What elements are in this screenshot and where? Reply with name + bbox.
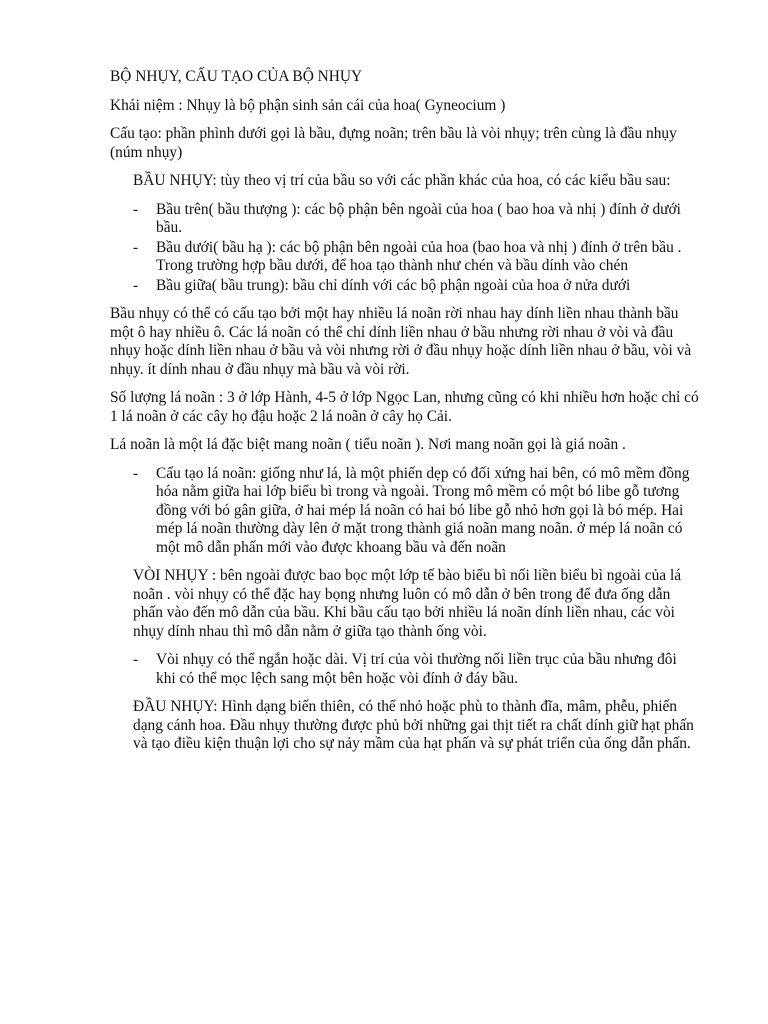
carpel-definition-paragraph: Lá noãn là một lá đặc biệt mang noãn ( tiểu noãn ). Nơi mang noãn gọi là giá noãn . <box>110 436 626 453</box>
dash-bullet: - <box>133 276 139 294</box>
style-paragraph: VÒI NHỤY : bên ngoài được bao bọc một lớp tế bào biểu bì nối liền biểu bì ngoài của lá noãn . vòi nhụy có thể đặc hay bọng nhưng luôn có mô dẫn ở bên trong để đưa ống dẫn phấn vào đến mô dẫn của bầu. Khi bầu cấu tạo bởi nhiều lá noãn dính liền nhau, các vòi nhụy dính nhau thì mô dẫn nằm ở giữa tạo thành ống vòi. <box>133 567 682 640</box>
structure-paragraph: Cấu tạo: phần phình dưới gọi là bầu, đựng noãn; trên bầu là vòi nhụy; trên cùng là đầu nhụy (núm nhụy) <box>110 125 677 161</box>
dash-bullet: - <box>133 238 139 256</box>
carpels-paragraph: Bầu nhụy có thể có cấu tạo bởi một hay nhiều lá noãn rời nhau hay dính liền nhau thành bầu một ô hay nhiều ô. Các lá noãn có thể chỉ dính liền nhau ở bầu nhưng rời nhau ở vòi và đầu nhụy hoặc dính liền nhau ở bầu và vòi nhưng rời ở đầu nhụy hoặc dính liền nhau ở bầu, vòi và nhụy. ít dính nhau ở đầu nhụy mà bầu và vòi rời. <box>110 305 692 378</box>
style-list <box>110 651 700 688</box>
document-title: BỘ NHỤY, CẤU TẠO CỦA BỘ NHỤY <box>110 68 363 85</box>
dash-bullet: - <box>133 464 139 482</box>
list-item <box>110 239 700 276</box>
list-item <box>110 651 700 688</box>
carpel-structure-item: Cấu tạo lá noãn: giống như lá, là một phiến dẹp có đối xứng hai bên, có mô mềm đồng hóa nằm giữa hai lớp biểu bì trong và ngoài. Trong mô mềm có một bó libe gỗ tương đồng với bó gân giữa, ở hai mép lá noãn có hai bó libe gỗ nhỏ hơn gọi là bó mép. Hai mép lá noãn thường dày lên ở mặt trong thành giá noãn mang noãn. ở mép lá noãn có một mô dẫn phấn mới vào được khoang bầu và đến noãn <box>156 464 690 556</box>
list-item <box>110 465 700 558</box>
list-item <box>110 201 700 238</box>
document-page <box>110 68 700 764</box>
ovary-type-half-inferior: Bầu giữa( bầu trung): bầu chỉ dính với các bộ phận ngoài của hoa ở nửa dưới <box>156 276 631 294</box>
definition-paragraph: Khái niệm : Nhụy là bộ phận sinh sản cái của hoa( Gyneocium ) <box>110 96 506 114</box>
ovary-type-inferior: Bầu dưới( bầu hạ ): các bộ phận bên ngoài của hoa (bao hoa và nhị ) đính ở trên bầu . Trong trường hợp bầu dưới, để hoa tạo thành như chén và bầu dính vào chén <box>156 238 682 274</box>
stigma-paragraph: ĐẦU NHỤY: Hình dạng biến thiên, có thể nhỏ hoặc phù to thành đĩa, mâm, phễu, phiến dạng cánh hoa. Đầu nhụy thường được phủ bởi những gai thịt tiết ra chất dính giữ hạt phấn và tạo điều kiện thuận lợi cho sự nảy mầm của hạt phấn và sự phát triển của ống dẫn phấn. <box>133 698 694 752</box>
list-item <box>110 277 700 296</box>
carpel-structure-list <box>110 465 700 558</box>
style-length-item: Vòi nhụy có thể ngắn hoặc dài. Vị trí của vòi thường nối liền trục của bầu nhưng đôi khi có thể mọc lệch sang một bên hoặc vòi đính ở đáy bầu. <box>156 651 677 687</box>
ovary-type-superior: Bầu trên( bầu thượng ): các bộ phận bên ngoài của hoa ( bao hoa và nhị ) đính ở dưới bầu. <box>156 200 681 236</box>
ovary-intro-paragraph: BẦU NHỤY: tùy theo vị trí của bầu so với các phần khác của hoa, có các kiểu bầu sau: <box>133 172 671 189</box>
ovary-type-list <box>110 201 700 296</box>
dash-bullet: - <box>133 200 139 218</box>
carpel-count-paragraph: Số lượng lá noãn : 3 ở lớp Hành, 4-5 ở lớp Ngọc Lan, nhưng cũng có khi nhiều hơn hoặc chỉ có 1 lá noãn ở các cây họ đậu hoặc 2 lá noãn ở cây họ Cải. <box>110 389 699 425</box>
dash-bullet: - <box>133 651 139 668</box>
